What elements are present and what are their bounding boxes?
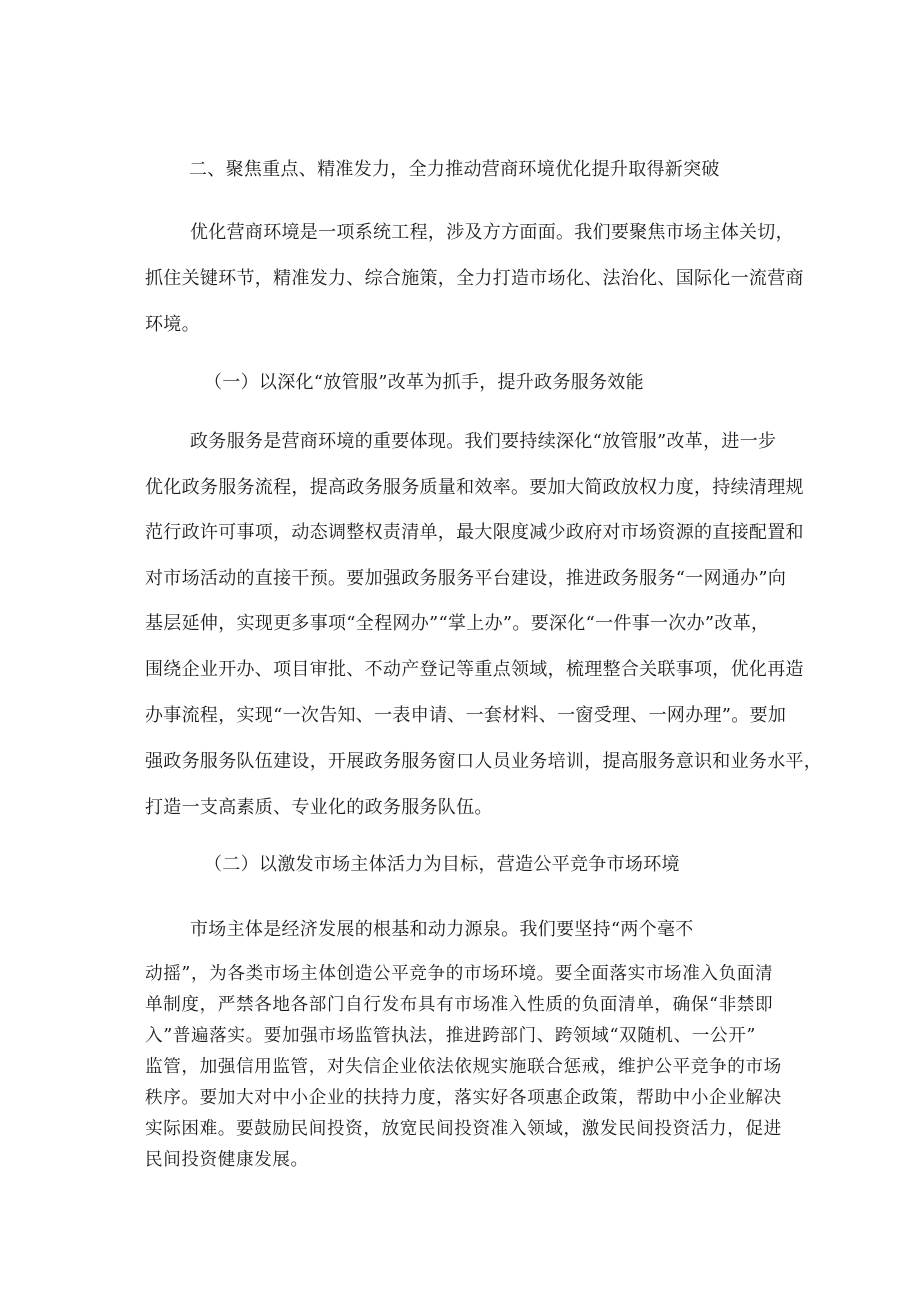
intro-line-1: 优化营商环境是一项系统工程，涉及方方面面。我们要聚焦市场主体关切， [190,222,794,243]
section-heading: 二、聚焦重点、精准发力，全力推动营商环境优化提升取得新突破 [189,159,720,180]
subsection-1-line-5: 基层延伸，实现更多事项“全程网办”“掌上办”。要深化“一件事一次办”改革， [145,613,770,634]
subsection-2-line-2: 动摇”，为各类市场主体创造公平竞争的市场环境。要全面落实市场准入负面清 [145,964,774,984]
subsection-1-line-3: 范行政许可事项，动态调整权责清单，最大限度减少政府对市场资源的直接配置和 [145,522,804,543]
subsection-2-heading: （二）以激发市场主体活力为目标，营造公平竞争市场环境 [204,854,680,875]
subsection-1-line-8: 强政务服务队伍建设，开展政务服务窗口人员业务培训，提高服务意识和业务水平， [145,751,823,772]
subsection-2-line-3: 单制度，严禁各地各部门自行发布具有市场准入性质的负面清单，确保“非禁即 [145,995,774,1015]
subsection-1-line-7: 办事流程，实现“一次告知、一表申请、一套材料、一窗受理、一网办理”。要加 [145,705,787,726]
subsection-1-line-6: 围绕企业开办、项目审批、不动产登记等重点领域，梳理整合关联事项，优化再造 [145,659,804,680]
subsection-1-heading: （一）以深化“放管服”改革为抓手，提升政务服务效能 [204,372,644,393]
intro-line-2: 抓住关键环节，精准发力、综合施策，全力打造市场化、法治化、国际化一流营商 [145,268,804,289]
subsection-2-line-5: 监管，加强信用监管，对失信企业依法依规实施联合惩戒，维护公平竞争的市场 [145,1057,782,1077]
subsection-1-line-2: 优化政务服务流程，提高政务服务质量和效率。要加大简政放权力度，持续清理规 [145,477,804,498]
subsection-2-line-1: 市场主体是经济发展的根基和动力源泉。我们要坚持“两个毫不 [190,919,694,940]
subsection-2-line-8: 民间投资健康发展。 [145,1150,309,1170]
subsection-1-line-4: 对市场活动的直接干预。要加强政务服务平台建设，推进政务服务“一网通办”向 [145,568,787,589]
subsection-2-line-7: 实际困难。要鼓励民间投资，放宽民间投资准入领域，激发民间投资活力，促进 [145,1119,782,1139]
subsection-1-line-1: 政务服务是营商环境的重要体现。我们要持续深化“放管服”改革，进一步 [190,431,777,452]
subsection-1-line-9: 打造一支高素质、专业化的政务服务队伍。 [145,797,493,818]
subsection-2-line-6: 秩序。要加大对中小企业的扶持力度，落实好各项惠企政策，帮助中小企业解决 [145,1088,782,1108]
subsection-2-line-4: 入”普遍落实。要加强市场监管执法，推进跨部门、跨领域“双随机、一公开” [145,1026,756,1046]
intro-line-3: 环境。 [145,314,200,335]
